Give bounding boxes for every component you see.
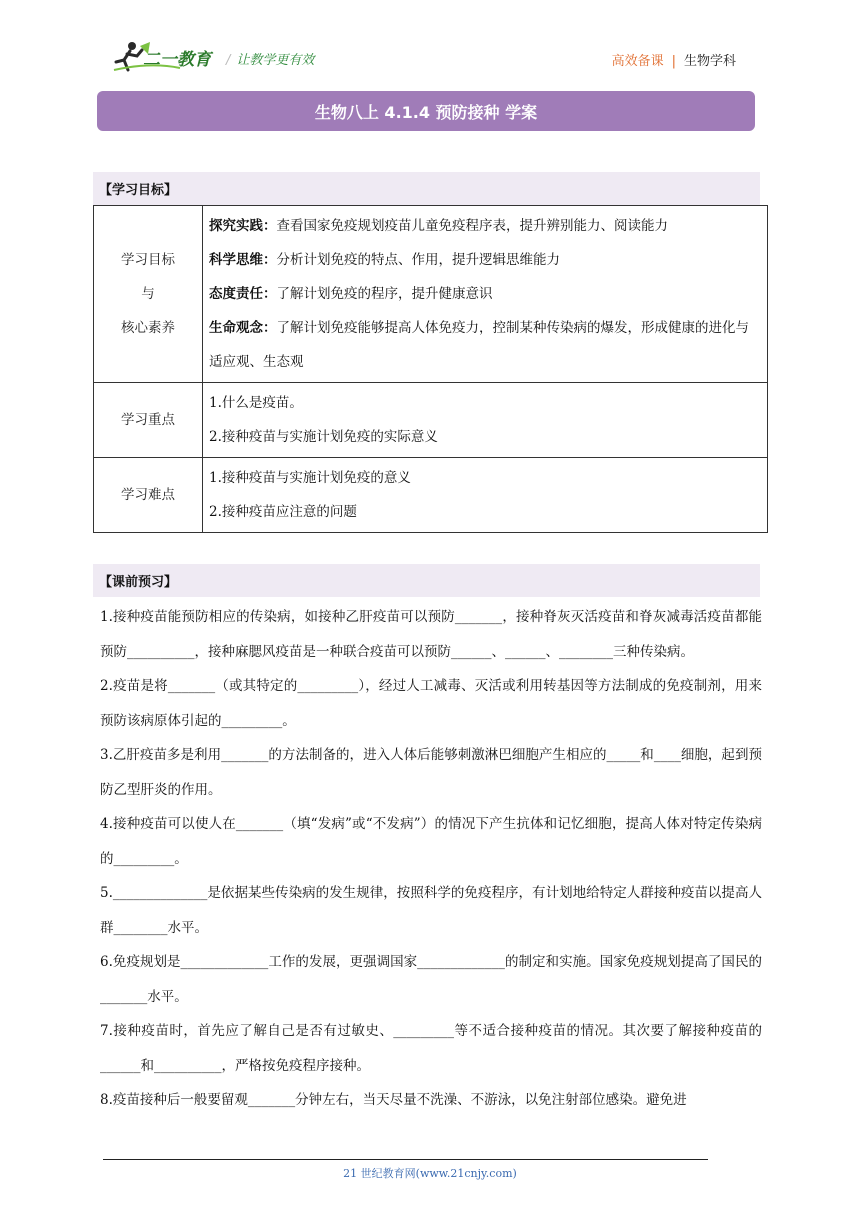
question-item: 7.接种疫苗时，首先应了解自己是否有过敏史、_________等不适合接种疫苗的情况。其次要了解接种疫苗的______和__________，严格按免疫程序接种。 — [100, 1023, 762, 1074]
goal-item — [209, 311, 761, 379]
preview-questions — [100, 600, 762, 1118]
page-header — [0, 0, 860, 80]
key-points-content — [203, 383, 768, 458]
goals-label-line: 核心素养 — [121, 320, 175, 336]
subject-tag — [612, 50, 736, 69]
tag-biology: 生物学科 — [683, 54, 736, 69]
goal-item — [209, 243, 761, 277]
goal-text: 了解计划免疫能够提高人体免疫力，控制某种传染病的爆发，形成健康的进化与适应观、生态观 — [209, 320, 749, 370]
question-item: 1.接种疫苗能预防相应的传染病，如接种乙肝疫苗可以预防_______，接种脊灰灭活疫苗和脊灰减毒活疫苗都能预防__________，接种麻腮风疫苗是一种联合疫苗可以预防______、______、________三种传染病。 — [100, 609, 762, 660]
difficulty-item: 2.接种疫苗应注意的问题 — [209, 504, 357, 520]
footer-divider — [103, 1159, 708, 1160]
difficulties-label: 学习难点 — [94, 458, 203, 533]
logo-text: 二一教育 — [143, 50, 211, 70]
goals-label-line: 与 — [141, 286, 155, 302]
goal-key: 态度责任： — [209, 286, 277, 302]
goal-text: 分析计划免疫的特点、作用，提升逻辑思维能力 — [276, 252, 560, 268]
goal-key: 科学思维： — [209, 252, 277, 268]
goal-key: 探究实践： — [209, 218, 277, 234]
goal-item — [209, 277, 761, 311]
goals-content-cell — [203, 206, 768, 383]
goals-table — [93, 205, 768, 533]
goals-heading: 【学习目标】 — [93, 172, 760, 205]
question-item: 3.乙肝疫苗多是利用_______的方法制备的，进入人体后能够刺激淋巴细胞产生相应的_____和____细胞，起到预防乙型肝炎的作用。 — [100, 747, 762, 798]
goal-text: 查看国家免疫规划疫苗儿童免疫程序表，提升辨别能力、阅读能力 — [276, 218, 668, 234]
question-item: 8.疫苗接种后一般要留观_______分钟左右，当天尽量不洗澡、不游泳，以免注射部位感染。避免进 — [100, 1092, 687, 1108]
table-row — [94, 383, 768, 458]
goals-label-line: 学习目标 — [121, 252, 175, 268]
question-item: 4.接种疫苗可以使人在_______（填“发病”或“不发病”）的情况下产生抗体和记忆细胞，提高人体对特定传染病的_________。 — [100, 816, 762, 867]
table-row — [94, 458, 768, 533]
goal-text: 了解计划免疫的程序，提升健康意识 — [276, 286, 493, 302]
key-point-item: 2.接种疫苗与实施计划免疫的实际意义 — [209, 429, 438, 445]
preview-heading: 【课前预习】 — [93, 564, 760, 597]
goal-key: 生命观念： — [209, 320, 277, 336]
key-point-item: 1.什么是疫苗。 — [209, 395, 303, 411]
key-points-label: 学习重点 — [94, 383, 203, 458]
slogan-text: 让教学更有效 — [236, 53, 315, 68]
slogan: / 让教学更有效 — [226, 53, 315, 68]
tag-efficient-prep: 高效备课 — [611, 54, 664, 69]
table-row — [94, 206, 768, 383]
question-item: 2.疫苗是将_______（或其特定的_________），经过人工减毒、灭活或利用转基因等方法制成的免疫制剂，用来预防该病原体引起的_________。 — [100, 678, 762, 729]
goal-item — [209, 209, 761, 243]
question-item: 5.______________是依据某些传染病的发生规律，按照科学的免疫程序，有计划地给特定人群接种疫苗以提高人群________水平。 — [100, 885, 762, 936]
difficulty-item: 1.接种疫苗与实施计划免疫的意义 — [209, 470, 411, 486]
question-item: 6.免疫规划是_____________工作的发展，更强调国家_____________的制定和实施。国家免疫规划提高了国民的_______水平。 — [100, 954, 762, 1005]
tag-separator: | — [671, 54, 676, 69]
document-title: 生物八上 4.1.4 预防接种 学案 — [97, 91, 755, 131]
footer-source: 21 世纪教育网(www.21cnjy.com) — [343, 1167, 517, 1180]
goals-label-cell — [94, 206, 203, 383]
difficulties-content — [203, 458, 768, 533]
